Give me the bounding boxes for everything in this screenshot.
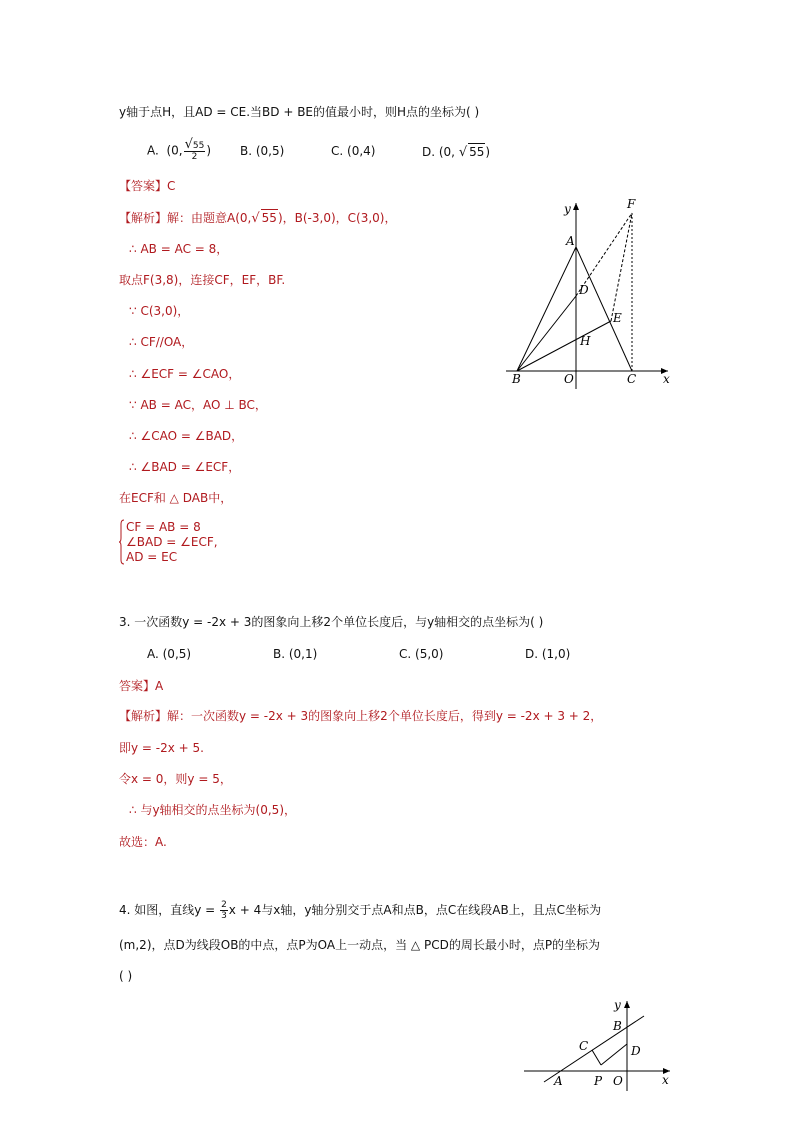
q2-analysis-line: ∴ ∠BAD = ∠ECF，	[129, 460, 241, 474]
label-a: A	[566, 234, 575, 248]
label-d: D	[579, 283, 589, 297]
label-p: P	[594, 1074, 603, 1088]
q4-stem-line-2: (m,2)，点D为线段OB的中点，点P为OA上一动点，当 △ PCD的周长最小时，点P的坐标为	[119, 938, 601, 952]
q2-option-d: D. (0, √ 55)	[422, 145, 491, 160]
segment-pd	[601, 1044, 627, 1065]
q2-analysis-line: ∵ C(3,0)，	[129, 304, 190, 318]
label-h: H	[580, 334, 591, 348]
q3-analysis-line: 令x = 0，则y = 5，	[119, 772, 232, 786]
segment-bd	[517, 296, 576, 371]
label-c: C	[579, 1039, 589, 1053]
q3-analysis-line-1: 【解析】解：一次函数y = -2x + 3的图象向上移2个单位长度后，得到y = -2x + 3 + 2，	[119, 709, 603, 723]
q2-answer: 【答案】C	[119, 179, 176, 193]
q3-analysis-line: 即y = -2x + 5.	[119, 741, 204, 755]
q2-analysis-line: 取点F(3,8)，连接CF，EF，BF.	[119, 273, 286, 287]
q3-analysis-line: 故选：A.	[119, 835, 167, 849]
q2-geometry-figure	[500, 195, 680, 395]
label-x: x	[662, 1073, 669, 1087]
q2-analysis-line: ∴ ∠CAO = ∠BAD，	[129, 429, 244, 443]
q2-option-b: B. (0,5)	[240, 144, 285, 158]
system-eq-2: ∠BAD = ∠ECF,	[126, 535, 218, 549]
q2-option-a: A. (0, $\frac{√55}{2}$ )	[147, 137, 212, 162]
label-o: O	[564, 372, 574, 386]
y-axis-arrow	[573, 203, 579, 210]
label-e: E	[613, 311, 622, 325]
label-f: F	[627, 197, 636, 211]
q2-stem: y轴于点H，且AD = CE.当BD + BE的值最小时，则H点的坐标为( )	[119, 105, 480, 119]
segment-be	[517, 321, 611, 371]
q3-option-a: A. (0,5)	[147, 647, 192, 661]
label-x: x	[663, 372, 670, 386]
q4-stem-line-3: ( )	[119, 969, 133, 983]
label-b: B	[613, 1019, 622, 1033]
y-axis-arrow	[624, 1001, 630, 1008]
q2-analysis-line-1: 【解析】解：由题意A(0,√ 55)，B(-3,0)，C(3,0)，	[119, 211, 397, 226]
q2-analysis-line: ∵ AB = AC，AO ⊥ BC，	[129, 398, 267, 412]
q4-geometry-figure	[520, 995, 680, 1095]
q2-analysis-line: ∴ AB = AC = 8，	[129, 242, 229, 256]
segment-ac	[576, 247, 632, 371]
q2-option-c: C. (0,4)	[331, 144, 376, 158]
q3-option-d: D. (1,0)	[525, 647, 571, 661]
line-ab	[544, 1016, 644, 1082]
q3-option-c: C. (5,0)	[399, 647, 444, 661]
q2-analysis-line: 在ECF和 △ DAB中，	[119, 491, 233, 505]
label-c: C	[627, 372, 637, 386]
label-o: O	[613, 1074, 623, 1088]
label-a: A	[554, 1074, 563, 1088]
q3-option-b: B. (0,1)	[273, 647, 318, 661]
q4-stem-line-1: 4. 如图，直线y = $\frac{2}{3}$ x + 4与x轴，y轴分别交于点A和点B，点C在线段AB上，且点C坐标为	[119, 900, 602, 921]
q3-answer: 答案】A	[119, 679, 164, 693]
segment-ab	[517, 247, 576, 371]
q3-analysis-line: ∴ 与y轴相交的点坐标为(0,5)，	[129, 803, 296, 817]
system-brace	[119, 519, 125, 565]
segment-cp	[592, 1050, 601, 1065]
label-y: y	[614, 998, 621, 1012]
system-eq-1: CF = AB = 8	[126, 520, 201, 534]
q2-analysis-line: ∴ CF//OA，	[129, 335, 194, 349]
label-b: B	[512, 372, 521, 386]
q3-stem: 3. 一次函数y = -2x + 3的图象向上移2个单位长度后，与y轴相交的点坐标为( )	[119, 615, 544, 629]
q2-analysis-line: ∴ ∠ECF = ∠CAO，	[129, 367, 241, 381]
label-d: D	[631, 1044, 641, 1058]
label-y: y	[564, 202, 571, 216]
system-eq-3: AD = EC	[126, 550, 178, 564]
